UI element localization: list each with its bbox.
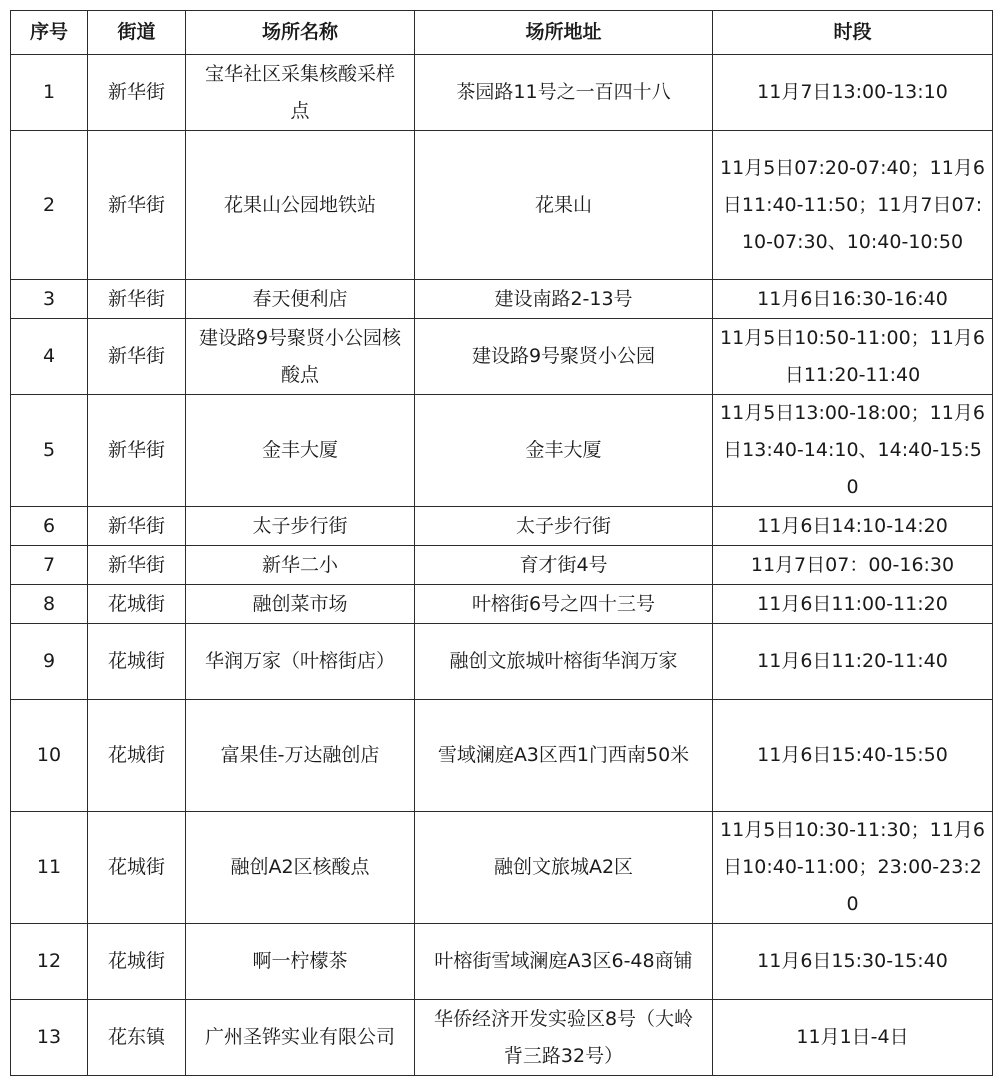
cell-street: 花东镇	[88, 1000, 186, 1076]
cell-no: 9	[11, 624, 88, 700]
cell-street: 花城街	[88, 812, 186, 924]
cell-venue-name: 建设路9号聚贤小公园核酸点	[186, 319, 415, 395]
cell-time: 11月5日13:00-18:00；11月6日13:40-14:10、14:40-15:50	[713, 395, 993, 507]
cell-venue-address: 雪域澜庭A3区西1门西南50米	[415, 700, 713, 812]
cell-street: 新华街	[88, 319, 186, 395]
table-row	[11, 55, 993, 131]
cell-no: 5	[11, 395, 88, 507]
cell-street: 新华街	[88, 395, 186, 507]
table-row	[11, 507, 993, 546]
cell-time: 11月6日15:40-15:50	[713, 700, 993, 812]
cell-venue-address: 华侨经济开发实验区8号（大岭背三路32号）	[415, 1000, 713, 1076]
table-row	[11, 319, 993, 395]
header-no: 序号	[11, 11, 88, 55]
cell-no: 2	[11, 131, 88, 280]
cell-no: 12	[11, 924, 88, 1000]
cell-venue-name: 金丰大厦	[186, 395, 415, 507]
cell-no: 6	[11, 507, 88, 546]
cell-venue-address: 建设路9号聚贤小公园	[415, 319, 713, 395]
cell-street: 新华街	[88, 55, 186, 131]
cell-venue-name: 新华二小	[186, 546, 415, 585]
cell-no: 13	[11, 1000, 88, 1076]
cell-no: 3	[11, 280, 88, 319]
table-row	[11, 395, 993, 507]
cell-venue-name: 春天便利店	[186, 280, 415, 319]
table-row	[11, 1000, 993, 1076]
cell-time: 11月6日11:20-11:40	[713, 624, 993, 700]
cell-time: 11月5日10:30-11:30；11月6日10:40-11:00；23:00-23:20	[713, 812, 993, 924]
cell-venue-address: 花果山	[415, 131, 713, 280]
cell-street: 新华街	[88, 507, 186, 546]
table-row	[11, 546, 993, 585]
header-row	[11, 11, 993, 55]
table-row	[11, 624, 993, 700]
cell-venue-name: 宝华社区采集核酸采样点	[186, 55, 415, 131]
cell-street: 新华街	[88, 546, 186, 585]
cell-venue-address: 建设南路2-13号	[415, 280, 713, 319]
header-time: 时段	[713, 11, 993, 55]
cell-street: 花城街	[88, 624, 186, 700]
cell-venue-address: 叶榕街6号之四十三号	[415, 585, 713, 624]
cell-time: 11月6日16:30-16:40	[713, 280, 993, 319]
cell-no: 1	[11, 55, 88, 131]
table-row	[11, 812, 993, 924]
cell-time: 11月6日11:00-11:20	[713, 585, 993, 624]
cell-street: 花城街	[88, 700, 186, 812]
table-row	[11, 585, 993, 624]
cell-street: 新华街	[88, 131, 186, 280]
cell-venue-address: 育才街4号	[415, 546, 713, 585]
cell-venue-name: 太子步行街	[186, 507, 415, 546]
cell-no: 4	[11, 319, 88, 395]
cell-time: 11月6日14:10-14:20	[713, 507, 993, 546]
cell-venue-address: 金丰大厦	[415, 395, 713, 507]
header-venue-address: 场所地址	[415, 11, 713, 55]
cell-venue-name: 融创菜市场	[186, 585, 415, 624]
cell-no: 11	[11, 812, 88, 924]
table-row	[11, 280, 993, 319]
cell-time: 11月5日10:50-11:00；11月6日11:20-11:40	[713, 319, 993, 395]
cell-street: 新华街	[88, 280, 186, 319]
cell-street: 花城街	[88, 924, 186, 1000]
cell-venue-name: 广州圣铧实业有限公司	[186, 1000, 415, 1076]
cell-time: 11月6日15:30-15:40	[713, 924, 993, 1000]
cell-venue-address: 叶榕街雪域澜庭A3区6-48商铺	[415, 924, 713, 1000]
cell-no: 10	[11, 700, 88, 812]
cell-venue-address: 茶园路11号之一百四十八	[415, 55, 713, 131]
table-row	[11, 700, 993, 812]
cell-venue-address: 融创文旅城叶榕街华润万家	[415, 624, 713, 700]
cell-street: 花城街	[88, 585, 186, 624]
cell-venue-address: 融创文旅城A2区	[415, 812, 713, 924]
cell-venue-name: 华润万家（叶榕街店）	[186, 624, 415, 700]
cell-time: 11月1日-4日	[713, 1000, 993, 1076]
cell-no: 8	[11, 585, 88, 624]
cell-no: 7	[11, 546, 88, 585]
cell-time: 11月7日07：00-16:30	[713, 546, 993, 585]
cell-venue-name: 融创A2区核酸点	[186, 812, 415, 924]
cell-time: 11月7日13:00-13:10	[713, 55, 993, 131]
cell-venue-name: 花果山公园地铁站	[186, 131, 415, 280]
header-street: 街道	[88, 11, 186, 55]
cell-venue-name: 啊一柠檬茶	[186, 924, 415, 1000]
table-row	[11, 131, 993, 280]
venue-table	[10, 10, 993, 1076]
cell-venue-name: 富果佳-万达融创店	[186, 700, 415, 812]
cell-venue-address: 太子步行街	[415, 507, 713, 546]
header-venue-name: 场所名称	[186, 11, 415, 55]
table-row	[11, 924, 993, 1000]
cell-time: 11月5日07:20-07:40；11月6日11:40-11:50；11月7日07:10-07:30、10:40-10:50	[713, 131, 993, 280]
